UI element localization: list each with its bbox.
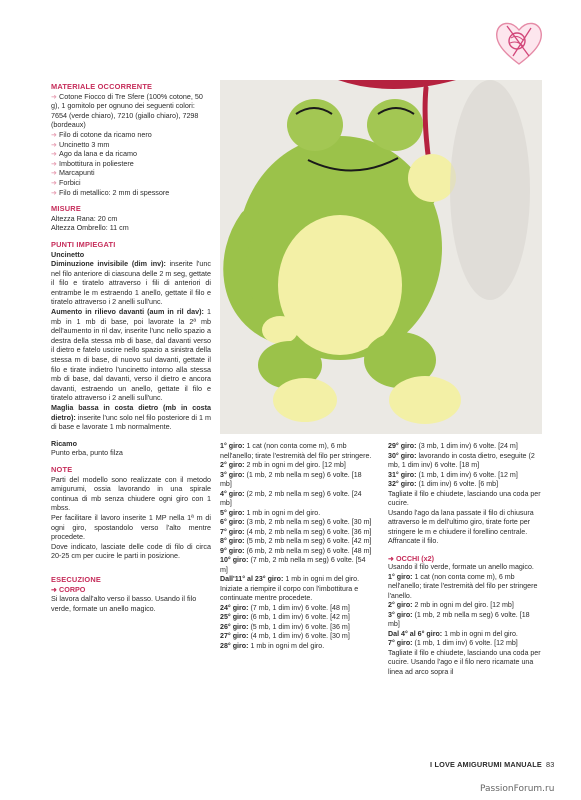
- round-instruction: 26° giro: (5 mb, 1 dim inv) 6 volte. [36 m]: [220, 622, 350, 631]
- round-instruction: 24° giro: (7 mb, 1 dim inv) 6 volte. [48 m]: [220, 603, 350, 612]
- measures-heading: MISURE: [51, 204, 81, 214]
- page-number: 83: [545, 760, 555, 769]
- stitch-aum-ril: Aumento in rilievo davanti (aum in ril dav): 1 mb in 1 mb di base, poi lavorate la 2ª mb dell'aumento in ril dav, inserite l'unc nello spazio a destra della stessa mb di base, dal davanti verso il dietro e fatelo uscire nello spazio a sinistra della stessa m di base, di nuovo sul davanti, gettate il filo e tirate indietro l'uncinetto intorno alla stessa mb di base, dal davanti, verso il dietro e ancora davanti, estraendo un anello, gettate il filo e tiratelo attraverso i 2 anelli sull'unc.: [51, 307, 211, 403]
- round-instruction: Affrancate il filo.: [388, 537, 439, 545]
- materials-list: [51, 92, 211, 198]
- magazine-name: I LOVE AMIGURUMI MANUALE: [430, 760, 542, 769]
- embroidery-subheading: Ricamo: [51, 438, 77, 448]
- stitches-heading: PUNTI IMPIEGATI: [51, 239, 116, 249]
- round-instruction: 5° giro: 1 mb in ogni m del giro.: [220, 508, 321, 517]
- stitch-dim-inv: Diminuzione invisibile (dim inv): inserite l'unc nel filo anteriore di ciascuna delle 2 m seg, gettate il filo e tiratelo attraverso i fili di anteriori di entrambe le m estraendo 1 anello, gettate il filo e tiratelo attraverso i 2 anelli sull'unc.: [51, 259, 211, 307]
- round-instruction: 27° giro: (4 mb, 1 dim inv) 6 volte. [30 m]: [220, 632, 350, 640]
- frog-amigurumi-photo: [220, 80, 542, 434]
- arrow-right-icon: ➜: [51, 149, 58, 159]
- round-instruction: 30° giro: lavorando in costa dietro, eseguite (2 mb, 1 dim inv) 6 volte. [18 m]: [388, 451, 535, 469]
- material-item: ➜ Ago da lana e da ricamo: [51, 149, 137, 159]
- round-instruction: 31° giro: (1 mb, 1 dim inv) 6 volte. [12 m]: [388, 470, 518, 479]
- round-instruction: 25° giro: (6 mb, 1 dim inv) 6 volte. [42 m]: [220, 613, 350, 621]
- yarn-heart-logo-icon: [493, 16, 545, 68]
- round-instruction: Dall'11° al 23° giro: 1 mb in ogni m del giro. Iniziate a riempire il corpo con l'imbottitura e continuate mentre procedete.: [220, 575, 360, 602]
- round-instruction: Usando l'ago da lana passate il filo di chiusura attraverso le m dell'ultimo giro, tirate forte per stringere le m e chiudere il forellino centrale.: [388, 508, 534, 536]
- crochet-subheading: Uncinetto: [51, 249, 85, 259]
- round-instruction: 1° giro: 1 cat (non conta come m), 6 mb nell'anello; tirate l'estremità del filo per stringere l'anello.: [388, 572, 538, 600]
- left-column: [51, 82, 211, 613]
- arrow-right-icon: ➜: [51, 584, 60, 594]
- round-instruction: 29° giro: (3 mb, 1 dim inv) 6 volte. [24 m]: [388, 442, 518, 450]
- measure-line: Altezza Rana: 20 cm: [51, 213, 118, 223]
- arrow-right-icon: ➜: [51, 177, 58, 187]
- stitch-mb-costa: Maglia bassa in costa dietro (mb in costa dietro): inserite l'unc solo nel filo posteriore di 1 m di base e lavorate 1 mb normalmente.: [51, 403, 211, 432]
- round-instruction: 2° giro: 2 mb in ogni m del giro. [12 mb]: [388, 601, 514, 609]
- materials-heading: MATERIALE OCCORRENTE: [51, 82, 153, 91]
- material-item: ➜ Filo di cotone da ricamo nero: [51, 129, 152, 139]
- arrow-right-icon: ➜: [51, 187, 58, 197]
- round-instruction: Dal 4° al 6° giro: 1 mb in ogni m del giro.: [388, 629, 518, 638]
- material-item: ➜ Uncinetto 3 mm: [51, 139, 110, 149]
- arrow-right-icon: ➜: [51, 91, 58, 101]
- note-paragraph: Parti del modello sono realizzate con il metodo amigurumi, ossia lavorando in una spirale continua di mb senza chiudere ogni giro con 1 mbss.: [51, 474, 211, 513]
- material-item: ➜ Filo di metallico: 2 mm di spessore: [51, 187, 170, 197]
- middle-column: [220, 442, 373, 651]
- execution-text: Si lavora dall'alto verso il basso. Usando il filo verde, formate un anello magico.: [51, 594, 197, 613]
- round-instruction: 1° giro: 1 cat (non conta come m), 6 mb nell'anello; tirate l'estremità del filo per stringere.: [220, 442, 372, 460]
- round-instruction: Tagliate il filo e chiudete, lasciando una coda per cucire.: [388, 489, 541, 507]
- arrow-right-icon: ➜: [51, 158, 58, 168]
- eyes-subheading: ➜ OCCHI (x2): [388, 553, 434, 563]
- note-paragraph: Per facilitare il lavoro inserite 1 MP nella 1ª m di ogni giro, spostandolo verso l'alto mentre procedete.: [51, 512, 211, 542]
- watermark: PassionForum.ru: [480, 784, 555, 794]
- round-instruction: 8° giro: (5 mb, 2 mb nella m seg) 6 volte. [42 m]: [220, 537, 372, 545]
- material-item: ➜ Forbici: [51, 177, 81, 187]
- embroidery-text: Punto erba, punto filza: [51, 448, 123, 458]
- round-instruction: 28° giro: 1 mb in ogni m del giro.: [220, 641, 325, 650]
- page-footer: [430, 760, 554, 769]
- arrow-right-icon: ➜: [388, 553, 397, 563]
- note-paragraph: Dove indicato, lasciate delle code di filo di circa 20-25 cm per cucire le parti in posizione.: [51, 541, 211, 561]
- round-instruction: 10° giro: (7 mb, 2 mb nella m seg) 6 volte. [54 m]: [220, 556, 366, 574]
- round-instruction: 7° giro: (1 mb, 1 dim inv) 6 volte. [12 mb]: [388, 639, 518, 647]
- round-instruction: 7° giro: (4 mb, 2 mb nella m seg) 6 volte. [36 m]: [220, 527, 372, 536]
- arrow-right-icon: ➜: [51, 129, 58, 139]
- body-subheading: ➜ CORPO: [51, 584, 86, 594]
- notes-heading: NOTE: [51, 464, 73, 474]
- right-column: [388, 442, 543, 677]
- round-instruction: 9° giro: (6 mb, 2 mb nella m seg) 6 volte. [48 m]: [220, 546, 372, 555]
- round-instruction: 6° giro: (3 mb, 2 mb nella m seg) 6 volte. [30 m]: [220, 518, 372, 526]
- round-instruction: 32° giro: (1 dim inv) 6 volte. [6 mb]: [388, 480, 499, 488]
- round-instruction: Tagliate il filo e chiudete, lasciando una coda per cucire. Usando l'ago e il filo nero ricamate una linea ad arco sopra il: [388, 648, 541, 676]
- material-item: ➜ Cotone Fiocco di Tre Sfere (100% cotone, 50 g), 1 gomitolo per ognuno dei seguenti colori: 7654 (verde chiaro), 7210 (giallo chiaro), 7298 (bordeaux): [51, 91, 203, 130]
- arrow-right-icon: ➜: [51, 168, 58, 178]
- material-item: ➜ Marcapunti: [51, 168, 95, 178]
- measure-line: Altezza Ombrello: 11 cm: [51, 223, 129, 233]
- arrow-right-icon: ➜: [51, 139, 58, 149]
- material-item: ➜ Imbottitura in poliestere: [51, 158, 134, 168]
- round-instruction: 2° giro: 2 mb in ogni m del giro. [12 mb]: [220, 461, 346, 469]
- eyes-intro: Usando il filo verde, formate un anello magico.: [388, 563, 534, 571]
- execution-heading: ESECUZIONE: [51, 574, 102, 584]
- round-instruction: 4° giro: (2 mb, 2 mb nella m seg) 6 volte. [24 mb]: [220, 489, 362, 507]
- round-instruction: 3° giro: (1 mb, 2 mb nella m seg) 6 volte. [18 mb]: [388, 610, 530, 628]
- round-instruction: 3° giro: (1 mb, 2 mb nella m seg) 6 volte. [18 mb]: [220, 470, 362, 488]
